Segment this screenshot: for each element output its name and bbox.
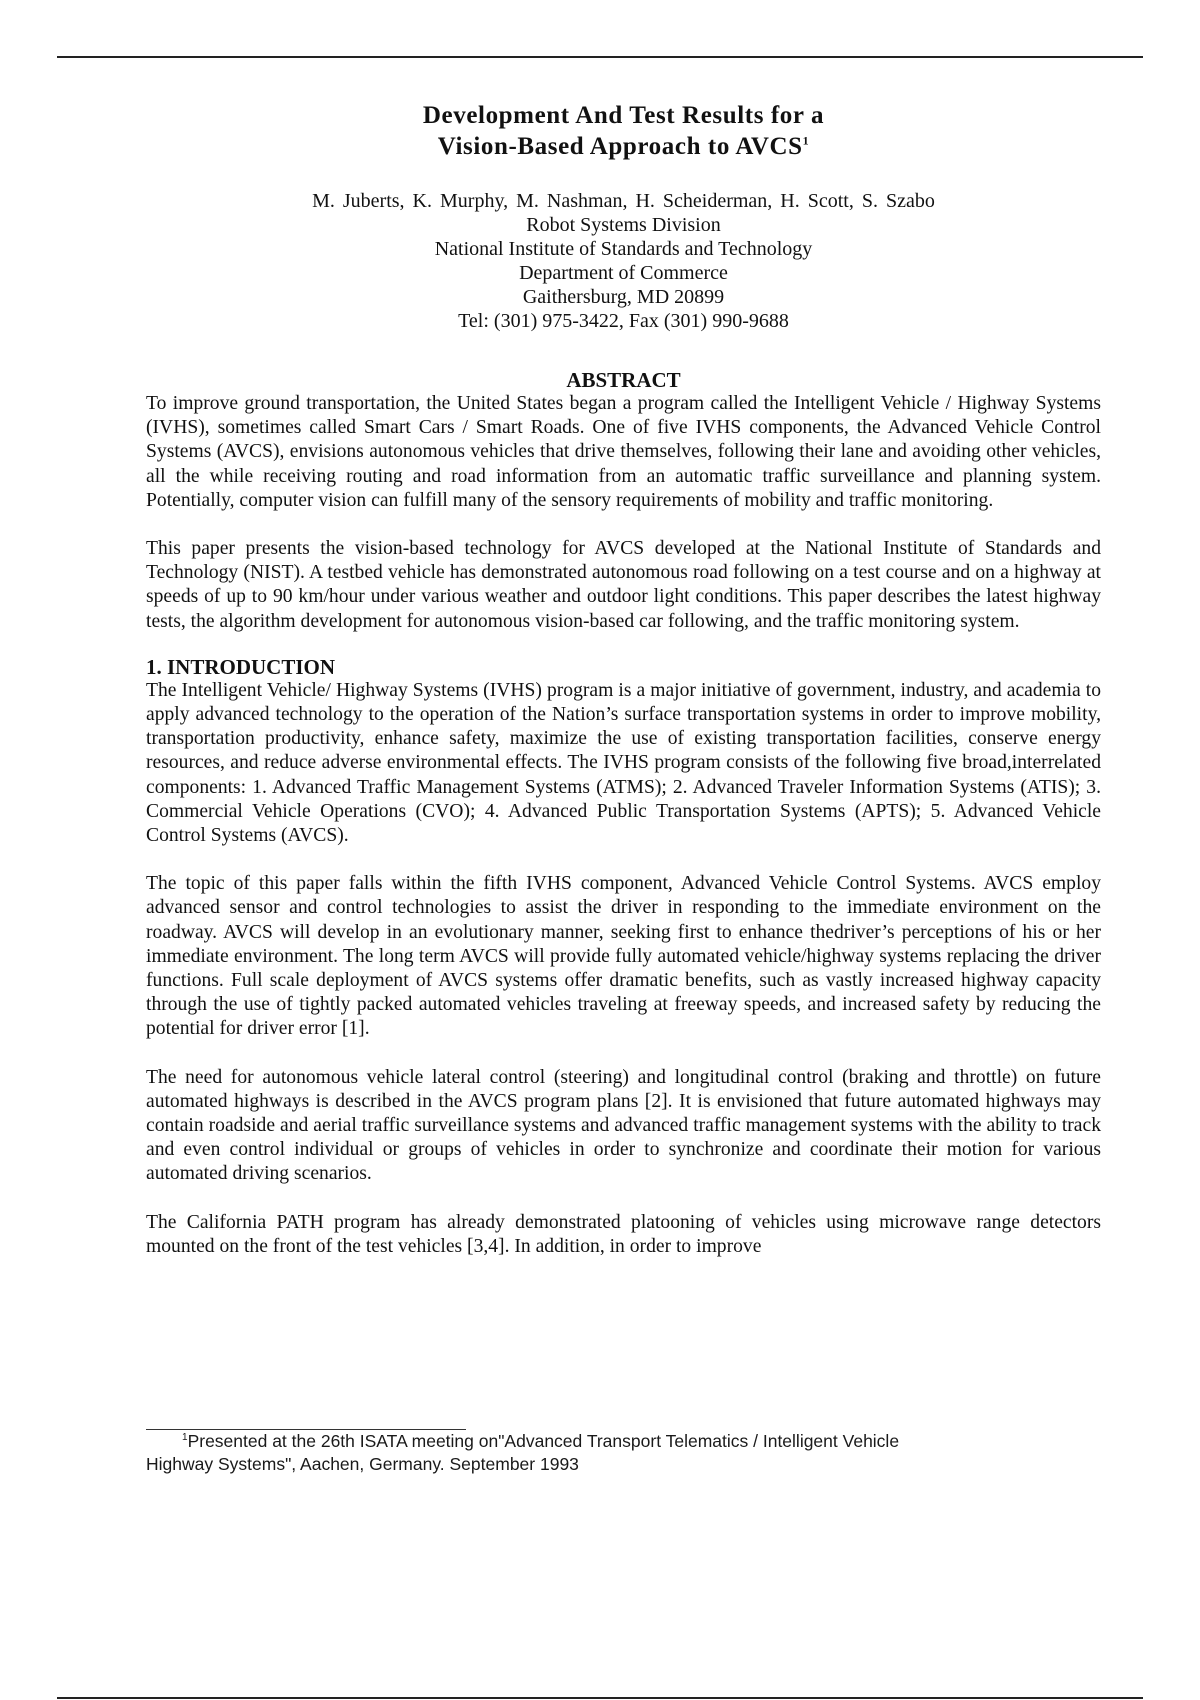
paper-page: [146, 100, 1101, 1259]
affiliation-division: Robot Systems Division: [526, 214, 721, 236]
abstract-paragraph-1: To improve ground transportation, the United States began a program called the Intelligent Vehicle / Highway Systems (IVHS), sometimes called Smart Cars / Smart Roads. One of five IVHS components, the Advanced Vehicle Control Systems (AVCS), envisions autonomous vehicles that drive themselves, following their lane and avoiding other vehicles, all the while receiving routing and road information from an automatic traffic surveillance and planning system. Potentially, computer vision can fulfill many of the sensory requirements of mobility and traffic monitoring.: [146, 393, 1101, 511]
title-footnote-mark: 1: [802, 133, 810, 148]
title-line-2: Vision-Based Approach to AVCS: [437, 133, 803, 160]
intro-paragraph-2: The topic of this paper falls within the fifth IVHS component, Advanced Vehicle Control Systems. AVCS employ advanced sensor and control technologies to assist the driver in responding to the immediate environment on the roadway. AVCS will develop in an evolutionary manner, seeking first to enhance thedriver’s perceptions of his or her immediate environment. The long term AVCS will provide fully automated vehicle/highway systems replacing the driver functions. Full scale deployment of AVCS systems offer dramatic benefits, such as vastly increased highway capacity through the use of tightly packed automated vehicles traveling at freeway speeds, and increased safety by reducing the potential for driver error [1].: [146, 873, 1101, 1040]
intro-paragraph-3: The need for autonomous vehicle lateral control (steering) and longitudinal control (braking and throttle) on future automated highways is described in the AVCS program plans [2]. It is envisioned that future automated highways may contain roadside and aerial traffic surveillance systems and advanced traffic management systems with the ability to track and even control individual or groups of vehicles in order to synchronize and coordinate their motion for various automated driving scenarios.: [146, 1066, 1101, 1185]
affiliation-address: Gaithersburg, MD 20899: [522, 286, 725, 308]
affiliation-department: Department of Commerce: [519, 262, 728, 284]
bottom-rule: [57, 1697, 1143, 1699]
footnote-line-1: [146, 1430, 1101, 1453]
abstract-heading: ABSTRACT: [566, 368, 681, 392]
intro-paragraph-1: The Intelligent Vehicle/ Highway Systems (IVHS) program is a major initiative of government, industry, and academia to apply advanced technology to the operation of the Nation’s surface transportation systems in order to improve mobility, transportation productivity, enhance safety, maximize the use of existing transportation facilities, conserve energy resources, and reduce adverse environmental effects. The IVHS program consists of the following five broad,interrelated components: 1. Advanced Traffic Management Systems (ATMS); 2. Advanced Traveler Information Systems (ATIS); 3. Commercial Vehicle Operations (CVO); 4. Advanced Public Transportation Systems (APTS); 5. Advanced Vehicle Control Systems (AVCS).: [146, 679, 1101, 847]
footnote-text-1: Presented at the 26th ISATA meeting on"Advanced Transport Telematics / Intelligent Vehicle: [187, 1431, 900, 1451]
affiliation-institute: National Institute of Standards and Technology: [434, 238, 813, 260]
footnote-mark: 1: [182, 1432, 188, 1444]
top-rule: [57, 56, 1143, 58]
abstract-paragraph-2: This paper presents the vision-based technology for AVCS developed at the National Institute of Standards and Technology (NIST). A testbed vehicle has demonstrated autonomous road following on a test course and on a highway at speeds of up to 90 km/hour under various weather and outdoor light conditions. This paper describes the latest highway tests, the algorithm development for autonomous vision-based car following, and the traffic monitoring system.: [146, 538, 1101, 632]
paper-title: [146, 100, 1101, 162]
author-list: M. Juberts, K. Murphy, M. Nashman, H. Scheiderman, H. Scott, S. Szabo: [312, 190, 935, 212]
author-block: [146, 189, 1101, 333]
title-line-1: Development And Test Results for a: [422, 102, 825, 129]
introduction-heading: 1. INTRODUCTION: [146, 654, 336, 679]
footnote-line-2: Highway Systems", Aachen, Germany. September 1993: [146, 1454, 579, 1474]
affiliation-contact: Tel: (301) 975-3422, Fax (301) 990-9688: [458, 310, 789, 332]
intro-paragraph-4: The California PATH program has already demonstrated platooning of vehicles using microwave range detectors mounted on the front of the test vehicles [3,4]. In addition, in order to improve: [146, 1211, 1101, 1257]
footnote: [146, 1430, 1101, 1476]
